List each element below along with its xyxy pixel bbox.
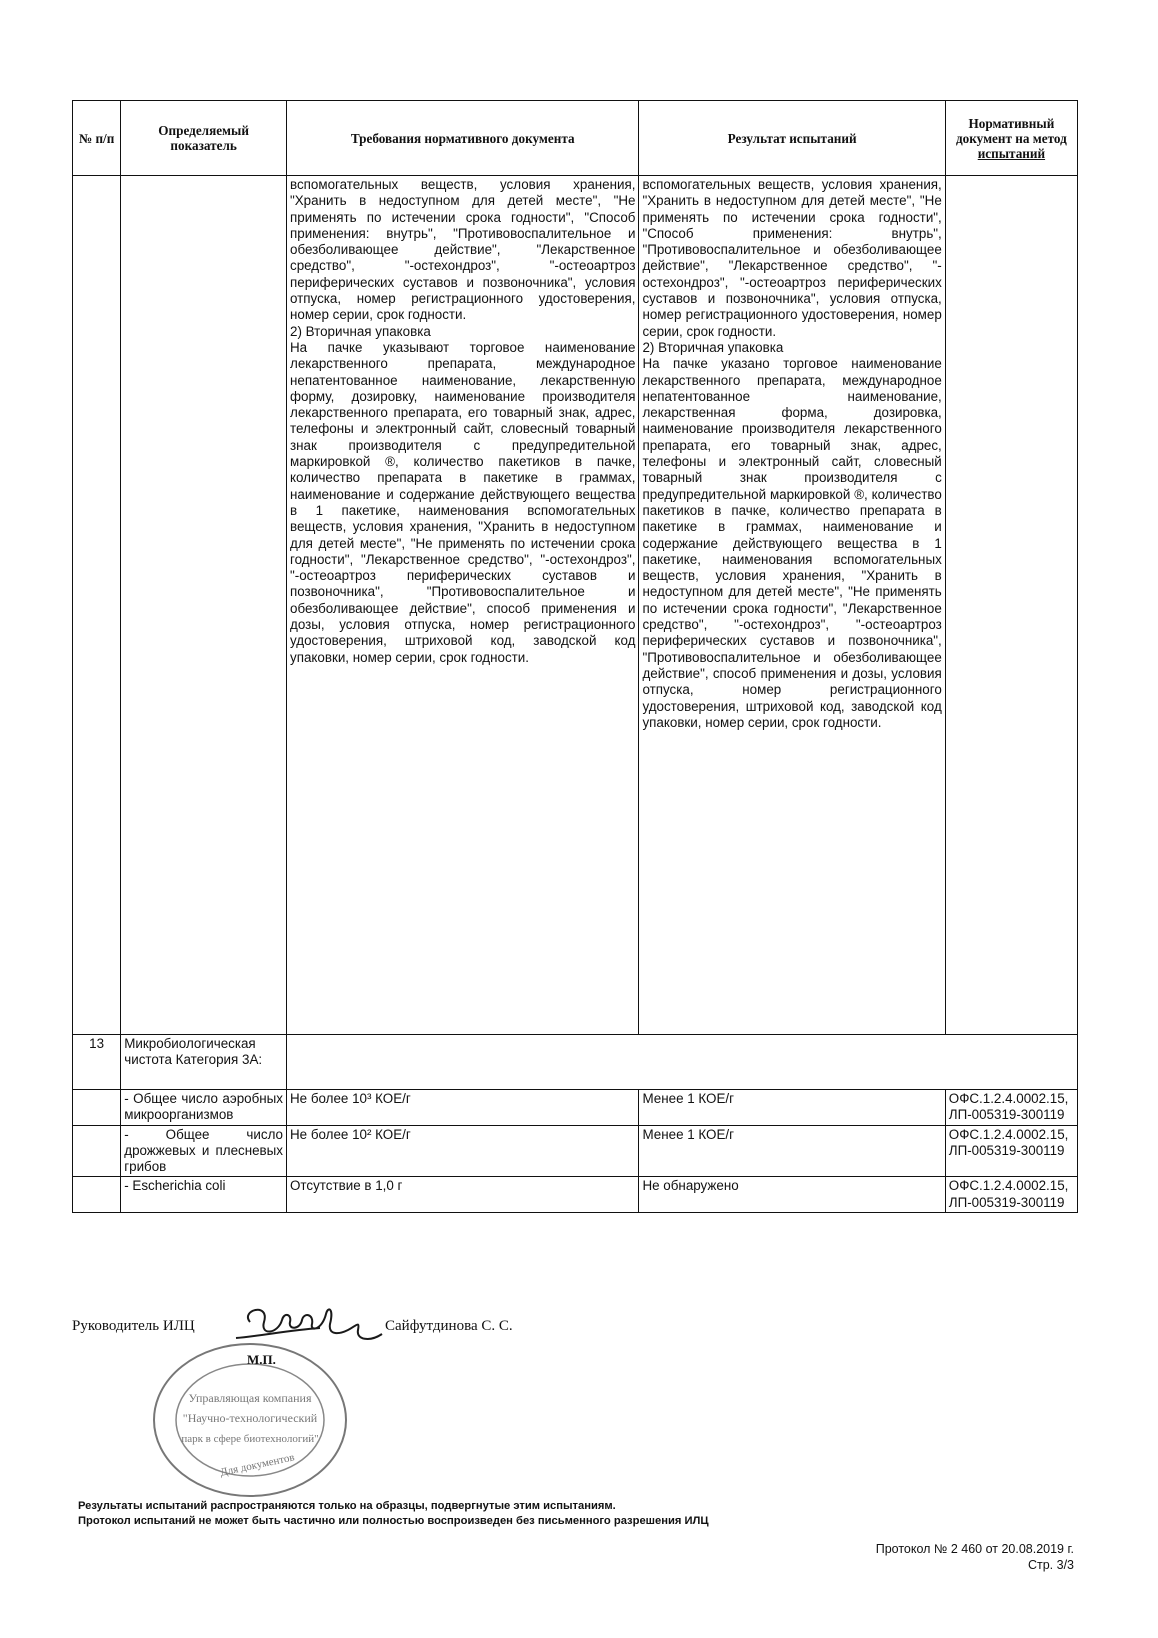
cell-result — [639, 176, 945, 1035]
table-row-packaging — [73, 176, 1078, 1035]
result-secondary-text: На пачке указано торговое наименование лекарственного препарата, международное непатентованное наименование, лекарственная форма, дозировка, наименование производителя лекарственного препарата, его товарный знак, адрес, телефоны и электронный сайт, словесный товарный знак производителя с предупредительной маркировкой ®, количество пакетиков в пачке, количество препарата в пакетике в граммах, наименование и содержание действующего вещества в 1 пакетике, наименования вспомогательных веществ, условия хранения, "Хранить в недоступном для детей месте", "Не применять по истечении срока годности", "Лекарственное средство", "-остехондроз", "-остеоартроз периферических суставов и позвоночника", "Противовоспалительное и обезболивающее действие", способ применения и дозы, условия отпуска, номер регистрационного удостоверения, штриховой код, заводской код упаковки, номер серии, срок годности. — [642, 356, 942, 730]
table-row-aerobic — [73, 1090, 1078, 1126]
row13-empty-span — [287, 1035, 1078, 1090]
requirements-secondary-heading: 2) Вторичная упаковка — [290, 323, 431, 339]
sub1-method: ОФС.1.2.4.0002.15, ЛП-005319-300119 — [945, 1125, 1077, 1177]
sub0-indicator: - Общее число аэробных микроорганизмов — [121, 1090, 287, 1126]
sub2-indicator: - Escherichia coli — [121, 1177, 287, 1213]
header-no: № п/п — [73, 101, 121, 176]
stamp-text-line4: Для документов — [219, 1451, 296, 1479]
signatory-name: Сайфутдинова С. С. — [385, 1318, 513, 1334]
sub2-result: Не обнаружено — [639, 1177, 945, 1213]
result-primary-text: вспомогательных веществ, условия хранения, "Хранить в недоступном для детей месте", "Не применять по истечении срока годности", "Способ применения: внутрь", "Противовоспалительное и обезболивающее действие", "Лекарственное средство", "-остехондроз", "-остеоартроз периферических суставов и позвоночника", условия отпуска, номер регистрационного удостоверения, номер серии, срок годности. — [642, 177, 942, 339]
table-row-ecoli — [73, 1177, 1078, 1213]
sub0-method: ОФС.1.2.4.0002.15, ЛП-005319-300119 — [945, 1090, 1077, 1126]
stamp-text-line2: "Научно-технологический — [182, 1411, 318, 1425]
sub2-requirement: Отсутствие в 1,0 г — [287, 1177, 639, 1213]
header-indicator: Определяемый показатель — [121, 101, 287, 176]
seal-mark-mp: М.П. — [247, 1352, 276, 1367]
cell-indicator-empty — [121, 176, 287, 1035]
result-secondary-heading: 2) Вторичная упаковка — [642, 339, 784, 355]
cell-requirements — [287, 176, 639, 1035]
sub2-method: ОФС.1.2.4.0002.15, ЛП-005319-300119 — [945, 1177, 1077, 1213]
requirements-primary-text: вспомогательных веществ, условия хранения, "Хранить в недоступном для детей месте", "Не применять по истечении срока годности", "Способ применения: внутрь", "Противовоспалительное и обезболивающее действие", "Лекарственное средство", "-остехондроз", "-остеоартроз периферических суставов и позвоночника", условия отпуска, номер регистрационного удостоверения, номер серии, срок годности. — [290, 177, 636, 323]
cell-method-empty — [945, 176, 1077, 1035]
sub2-no-empty — [73, 1177, 121, 1213]
stamp-text-line1: Управляющая компания — [188, 1391, 312, 1405]
header-method — [945, 101, 1077, 176]
row13-indicator: Микробиологическая чистота Категория 3А: — [121, 1035, 287, 1090]
table-header-row — [73, 101, 1078, 176]
stamp-text-line3: парк в сфере биотехнологий" — [181, 1433, 319, 1445]
header-result: Результат испытаний — [639, 101, 945, 176]
sub1-result: Менее 1 КОЕ/г — [639, 1125, 945, 1177]
sub1-no-empty — [73, 1125, 121, 1177]
sub1-indicator: - Общее число дрожжевых и плесневых грибов — [121, 1125, 287, 1177]
header-requirements: Требования нормативного документа — [287, 101, 639, 176]
table-row-13 — [73, 1035, 1078, 1090]
footer-note-reproduction: Протокол испытаний не может быть частично или полностью воспроизведен без письменного разрешения ИЛЦ — [78, 1515, 709, 1527]
requirements-secondary-text: На пачке указывают торговое наименование лекарственного препарата, международное непатентованное наименование, лекарственную форму, дозировку, наименование производителя лекарственного препарата, его товарный знак, адрес, телефоны и электронный сайт, словесный товарный знак производителя с предупредительной маркировкой ®, количество пакетиков в пачке, количество препарата в пакетике в граммах, наименование и содержание действующего вещества в 1 пакетике, наименования вспомогательных веществ, условия хранения, "Хранить в недоступном для детей месте", "Не применять по истечении срока годности", "Лекарственное средство", "-остехондроз", "-остеоартроз периферических суставов и позвоночника", "Противовоспалительное и обезболивающее действие", способ применения и дозы, условия отпуска, номер регистрационного удостоверения, штриховой код, заводской код упаковки, номер серии, срок годности. — [290, 339, 636, 665]
footer-note-scope: Результаты испытаний распространяются только на образцы, подвергнутые этим испытаниям. — [78, 1500, 616, 1512]
row13-no: 13 — [73, 1035, 121, 1090]
page-number: Стр. 3/3 — [1027, 1558, 1074, 1572]
sub1-requirement: Не более 10² КОЕ/г — [287, 1125, 639, 1177]
test-results-table — [72, 100, 1078, 1213]
signature-role: Руководитель ИЛЦ — [72, 1318, 195, 1334]
sub0-result: Менее 1 КОЕ/г — [639, 1090, 945, 1126]
sub0-requirement: Не более 10³ КОЕ/г — [287, 1090, 639, 1126]
protocol-number: Протокол № 2 460 от 20.08.2019 г. — [875, 1542, 1074, 1556]
cell-no-empty — [73, 176, 121, 1035]
header-method-text-underlined: испытаний — [977, 145, 1046, 161]
table-row-yeast — [73, 1125, 1078, 1177]
header-method-text: Нормативный документ на метод — [955, 115, 1067, 146]
sub0-no-empty — [73, 1090, 121, 1126]
